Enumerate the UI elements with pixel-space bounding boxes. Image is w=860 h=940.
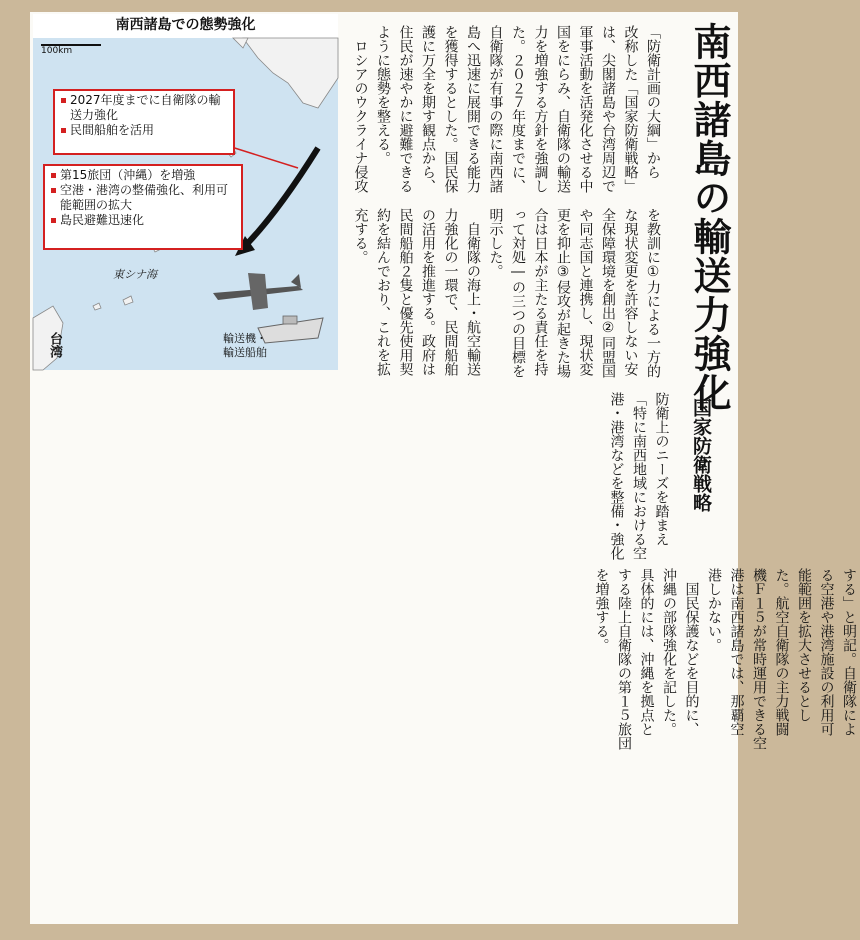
text-line: 力を増強する方針を強調し xyxy=(532,25,549,193)
sakishima-island-2 xyxy=(93,303,101,310)
scale-label: 100km xyxy=(41,46,73,56)
bullet-square-icon xyxy=(51,218,56,223)
text-line: な現状変更を許容しない安 xyxy=(622,208,639,376)
text-line: 国をにらみ、自衛隊の輸送 xyxy=(555,25,571,193)
article-body-bottom xyxy=(590,568,860,818)
callout-item: 空港・港湾の整備強化、利用可能範囲の拡大 xyxy=(51,183,235,213)
transport-label: 輸送機・ 輸送船舶 xyxy=(223,332,267,359)
text-line: 民間船舶２隻と優先使用契 xyxy=(397,208,414,376)
bullet-square-icon xyxy=(51,188,56,193)
text-line: 島へ迅速に展開できる能力 xyxy=(465,25,481,193)
callout-okinawa xyxy=(43,164,243,250)
text-line: ように態勢を整える。 xyxy=(375,25,391,165)
article-body-middle xyxy=(349,208,664,388)
text-line: ロシアのウクライナ侵攻 xyxy=(352,25,369,193)
text-line: 充する。 xyxy=(352,208,369,264)
text-line: 全保障環境を創出②同盟国 xyxy=(600,208,616,378)
text-line: 「特に南西地域における空 xyxy=(631,392,647,560)
sea-label: 東シナ海 xyxy=(113,268,157,281)
text-line: は、尖閣諸島や台湾周辺で xyxy=(600,25,616,193)
text-line: 護に万全を期す観点から、 xyxy=(420,25,436,193)
taiwan-label: 台湾 xyxy=(47,332,62,358)
korea-landmass xyxy=(233,38,248,48)
sakishima-island-1 xyxy=(123,296,133,305)
text-line: 力強化の一環で、民間船舶 xyxy=(442,208,459,376)
text-line: 沖縄の部隊強化を記した。 xyxy=(661,568,677,736)
text-line: 機Ｆ１５が常時運用できる空 xyxy=(751,568,767,750)
text-line: 具体的には、沖縄を拠点と xyxy=(638,568,655,736)
callout-item: 民間船舶を活用 xyxy=(61,123,227,138)
callout-item: 第15旅団（沖縄）を増強 xyxy=(51,168,235,183)
text-line: を獲得するとした。国民保 xyxy=(442,25,459,193)
text-line: 更を抑止③侵攻が起きた場 xyxy=(555,208,571,378)
text-line: 自衛隊の海上・航空輸送 xyxy=(465,208,481,376)
bullet-square-icon xyxy=(51,173,56,178)
text-line: る空港や港湾施設の利用可 xyxy=(818,568,835,736)
text-line: た。航空自衛隊の主力戦闘 xyxy=(773,568,790,736)
aircraft-icon xyxy=(213,273,303,310)
headline: 南西諸島の輸送力強化 xyxy=(687,22,732,412)
text-line: 住民が速やかに避難できる xyxy=(397,25,414,193)
map-figure xyxy=(33,14,338,370)
text-line: 軍事活動を活発化させる中 xyxy=(577,25,594,193)
text-line: 国民保護などを目的に、 xyxy=(683,568,700,736)
callout-item: 2027年度までに自衛隊の輸送力強化 xyxy=(61,93,227,123)
text-line: を増強する。 xyxy=(593,568,610,652)
text-line: の活用を推進する。政府は xyxy=(420,208,436,376)
text-line: する陸上自衛隊の第１５旅団 xyxy=(616,568,632,750)
kyushu-landmass xyxy=(243,38,338,108)
callout-transport xyxy=(53,89,235,155)
text-line: 自衛隊が有事の際に南西諸 xyxy=(487,25,504,193)
text-line: や同志国と連携し、現状変 xyxy=(577,208,594,376)
bullet-square-icon xyxy=(61,98,66,103)
text-line: 明示した。 xyxy=(487,208,504,278)
text-line: 港は南西諸島では、那覇空 xyxy=(728,568,745,736)
subheadline: 国家防衛戦略 xyxy=(690,398,712,512)
article-body-right xyxy=(605,392,673,562)
text-line: って対処―の三つの目標を xyxy=(510,208,526,378)
bullet-square-icon xyxy=(61,128,66,133)
map-title: 南西諸島での態勢強化 xyxy=(115,17,256,33)
text-line: 合は日本が主たる責任を持 xyxy=(532,208,549,376)
text-line: 改称した「国家防衛戦略」 xyxy=(622,25,639,193)
article-body-upper xyxy=(349,25,664,225)
text-line: 約を結んでおり、これを拡 xyxy=(375,208,391,376)
text-line: 港・港湾などを整備・強化 xyxy=(608,392,625,560)
text-line: する」と明記。自衛隊によ xyxy=(841,568,857,736)
text-line: 防衛上のニーズを踏まえ xyxy=(653,392,670,546)
text-line: た。２０２７年度までに、 xyxy=(510,25,526,193)
callout-item: 島民避難迅速化 xyxy=(51,213,235,228)
text-line: 「防衛計画の大綱」から xyxy=(645,25,661,179)
text-line: を教訓に①力による一方的 xyxy=(645,208,661,378)
text-line: 港しかない。 xyxy=(706,568,722,652)
ship-icon xyxy=(258,316,323,343)
text-line: 能範囲を拡大させるとし xyxy=(796,568,812,722)
